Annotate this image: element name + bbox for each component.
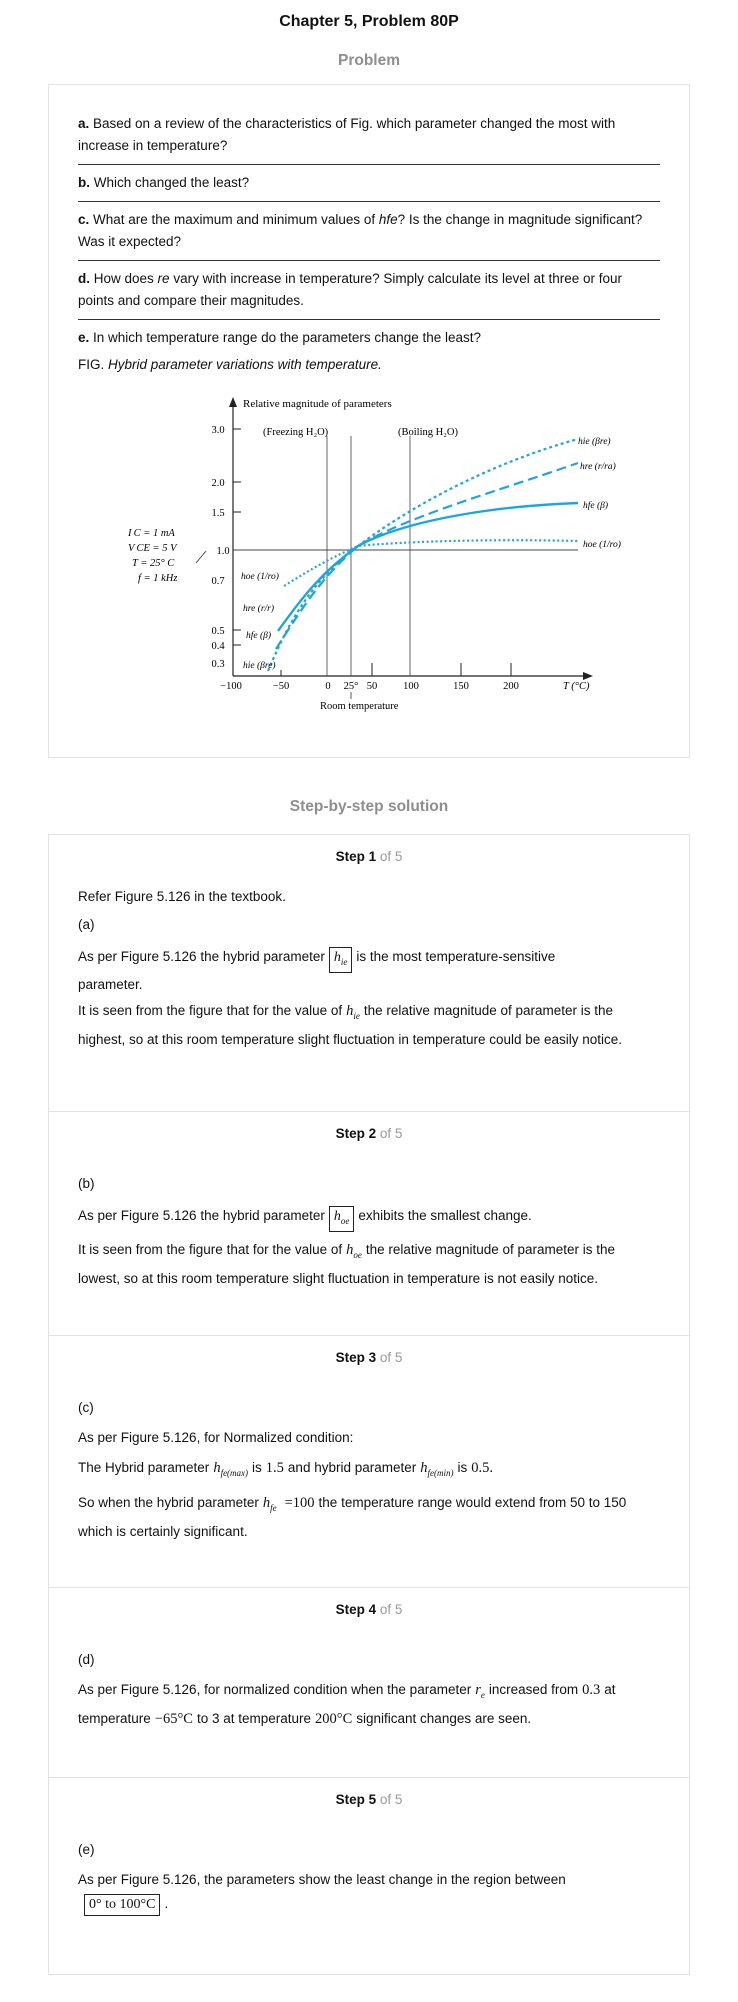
curve-hfe bbox=[278, 503, 578, 631]
step-part-label: (b) bbox=[78, 1176, 95, 1191]
step-heading: Step 4 of 5 bbox=[335, 1602, 403, 1617]
answer-box: $h_{ie}$ bbox=[329, 947, 353, 973]
y-tick-label: 0.7 bbox=[211, 576, 225, 587]
label-hre-left: hre (r/r) bbox=[243, 604, 275, 614]
step-5 bbox=[49, 1778, 689, 1974]
step-text: So when the hybrid parameter $h_{fe} =100$ the temperature range would extend from 50 to 150 which is certainly significant. bbox=[78, 1494, 627, 1539]
y-axis-arrow bbox=[229, 397, 237, 407]
step-text: Refer Figure 5.126 in the textbook. bbox=[78, 889, 286, 904]
x-tick-label: 150 bbox=[453, 681, 469, 692]
label-hoe-right: hoe (1/ro) bbox=[583, 540, 621, 550]
step-text: As per Figure 5.126, the parameters show the least change in the region between bbox=[78, 1872, 566, 1887]
step-text: As per Figure 5.126, for normalized condition when the parameter $r_e$ increased from 0.3 at temperature −65°C to 3 at temperature 200°C significant changes are seen. bbox=[78, 1682, 616, 1727]
label-hfe-right: hfe (β) bbox=[583, 501, 609, 511]
x-axis-unit: T (°C) bbox=[563, 681, 590, 692]
label-hre-right: hre (r/ra) bbox=[580, 462, 616, 472]
x-tick-label: 50 bbox=[366, 681, 378, 692]
x-tick-label: 25° bbox=[343, 681, 359, 692]
step-part-label: (e) bbox=[78, 1842, 95, 1857]
x-tick-label: 0 bbox=[325, 681, 331, 692]
y-tick-label: 2.0 bbox=[211, 478, 225, 489]
step-part-label: (c) bbox=[78, 1400, 94, 1415]
label-hfe-left: hfe (β) bbox=[246, 631, 272, 641]
step-text: 0° to 100°C . bbox=[78, 1892, 660, 1916]
step-part-label: (d) bbox=[78, 1652, 95, 1667]
y-tick-label: 0.3 bbox=[211, 659, 225, 670]
step-text: The Hybrid parameter $h_{fe(max)}$ is 1.5 and hybrid parameter $h_{fe(min)}$ is 0.5. bbox=[78, 1460, 493, 1478]
question-c: c. What are the maximum and minimum values of hfe? Is the change in magnitude significant? Was it expected? bbox=[78, 212, 643, 249]
y-tick-label: 0.4 bbox=[211, 641, 225, 652]
step-4 bbox=[49, 1588, 689, 1778]
figure-caption: FIG. Hybrid parameter variations with temperature. bbox=[78, 357, 382, 372]
room-temp-label: Room temperature bbox=[320, 701, 399, 712]
solution-card bbox=[48, 834, 690, 1975]
y-tick-label: 1.0 bbox=[216, 546, 230, 557]
condition-leader bbox=[196, 551, 206, 563]
step-2 bbox=[49, 1112, 689, 1336]
label-hie-left: hie (βre) bbox=[243, 661, 276, 671]
y-tick-label: 1.5 bbox=[211, 508, 225, 519]
step-heading: Step 3 of 5 bbox=[335, 1350, 403, 1365]
step-text: parameter. bbox=[78, 976, 143, 992]
boiling-label: (Boiling H₂O) bbox=[398, 427, 458, 438]
step-text: As per Figure 5.126 the hybrid parameter $h_{oe}$ exhibits the smallest change. bbox=[78, 1204, 660, 1232]
y-tick-label: 0.5 bbox=[211, 626, 225, 637]
condition-t: T = 25° C bbox=[132, 558, 175, 569]
curve-hie bbox=[268, 439, 578, 671]
label-hie-right: hie (βre) bbox=[578, 437, 611, 447]
y-tick-label: 3.0 bbox=[211, 425, 225, 436]
problem-section-title: Problem bbox=[337, 52, 400, 69]
answer-box: $h_{oe}$ bbox=[329, 1206, 355, 1232]
question-b: b. Which changed the least? bbox=[78, 175, 250, 190]
step-heading: Step 2 of 5 bbox=[335, 1126, 403, 1141]
condition-f: f = 1 kHz bbox=[138, 573, 178, 584]
x-tick-label: −100 bbox=[220, 681, 242, 692]
page-title: Chapter 5, Problem 80P bbox=[279, 13, 459, 30]
curve-hoe bbox=[284, 540, 578, 586]
x-tick-label: 100 bbox=[403, 681, 419, 692]
solution-section-title: Step-by-step solution bbox=[289, 798, 449, 815]
question-e: e. In which temperature range do the parameters change the least? bbox=[78, 330, 482, 345]
step-text: As per Figure 5.126 the hybrid parameter $h_{ie}$ is the most temperature-sensitive bbox=[78, 945, 660, 973]
condition-ic: I C = 1 mA bbox=[128, 528, 175, 539]
step-heading: Step 5 of 5 bbox=[335, 1792, 403, 1807]
freezing-label: (Freezing H₂O) bbox=[263, 427, 329, 438]
x-tick-label: 200 bbox=[503, 681, 519, 692]
answer-box: 0° to 100°C bbox=[84, 1894, 160, 1916]
step-1 bbox=[49, 835, 689, 1112]
step-heading: Step 1 of 5 bbox=[335, 849, 403, 864]
figure-hybrid-parameters bbox=[78, 381, 660, 724]
step-text: As per Figure 5.126, for Normalized condition: bbox=[78, 1430, 354, 1445]
question-d: d. How does re vary with increase in temperature? Simply calculate its level at three or four points and compare their magnitudes. bbox=[78, 271, 623, 308]
curve-hre bbox=[276, 463, 578, 649]
step-text: It is seen from the figure that for the value of $h_{ie}$ the relative magnitude of parameter is the highest, so at this room temperature slight fluctuation in temperature could be easily notice. bbox=[78, 1002, 623, 1047]
x-axis-arrow bbox=[583, 672, 593, 680]
question-a: a. Based on a review of the characteristics of Fig. which parameter changed the most with increase in temperature? bbox=[78, 116, 616, 153]
condition-vce: V CE = 5 V bbox=[128, 543, 177, 554]
step-part-label: (a) bbox=[78, 917, 95, 932]
x-tick-label: −50 bbox=[272, 681, 290, 692]
problem-card bbox=[48, 84, 690, 758]
label-hoe-left: hoe (1/ro) bbox=[241, 572, 279, 582]
step-text: It is seen from the figure that for the value of $h_{oe}$ the relative magnitude of parameter is the lowest, so at this room temperature slight fluctuation in temperature is not easily notice. bbox=[78, 1241, 616, 1286]
step-3 bbox=[49, 1336, 689, 1588]
figure-title: Relative magnitude of parameters bbox=[243, 398, 392, 410]
